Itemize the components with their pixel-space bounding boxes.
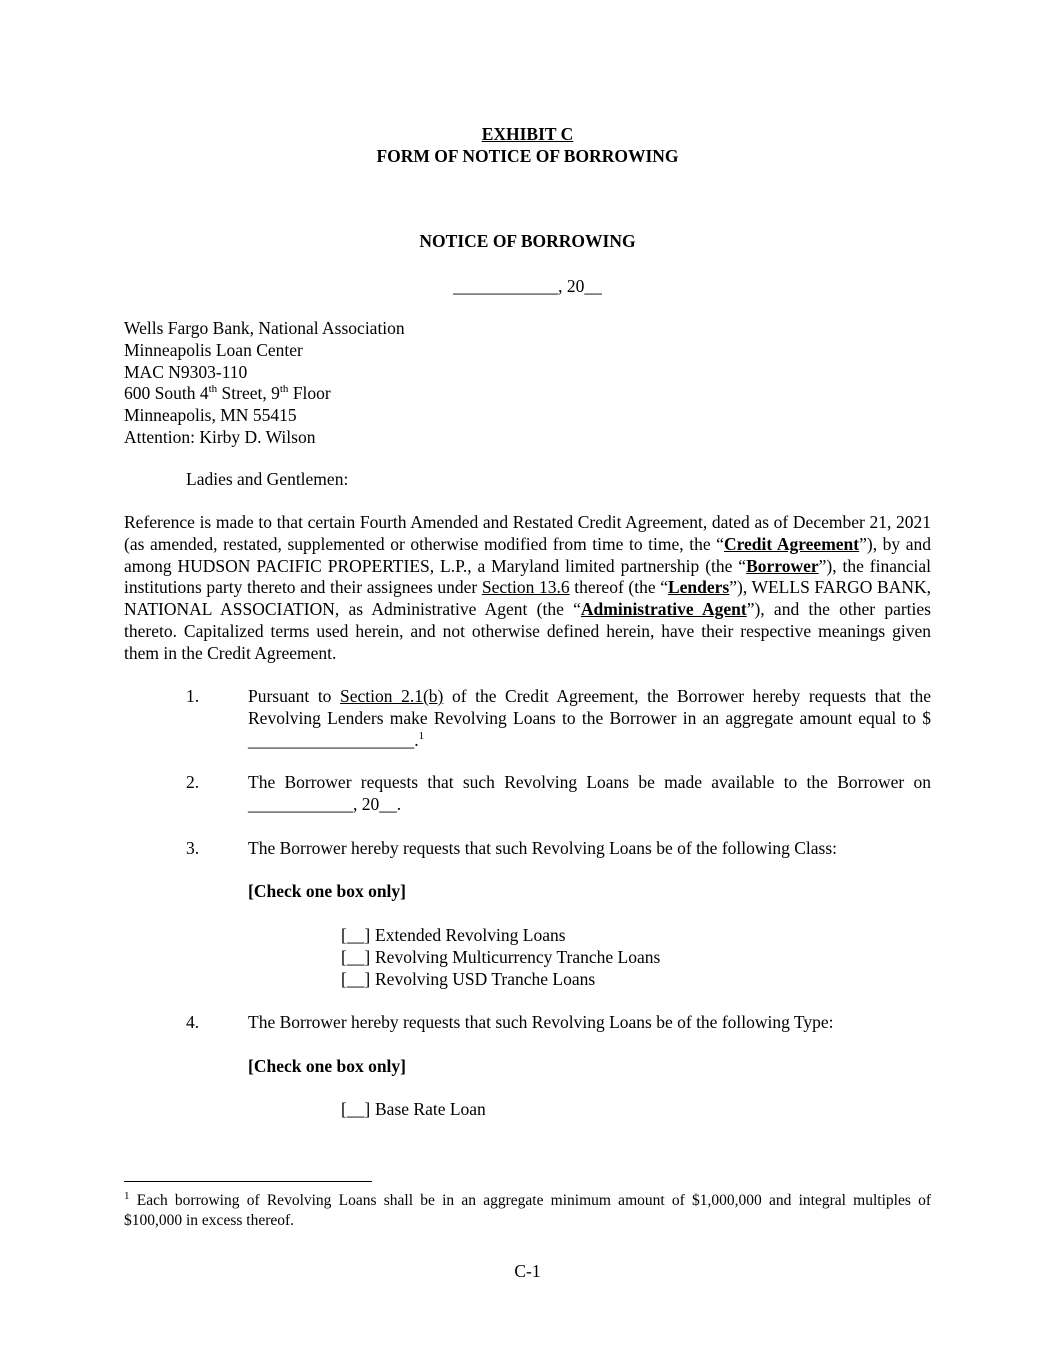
- check-instruction: [Check one box only]: [248, 1056, 406, 1076]
- date-suffix: , 20__: [558, 276, 602, 296]
- address-line: Minneapolis Loan Center: [124, 339, 303, 360]
- date-line: [0, 276, 1055, 298]
- class-options: [341, 925, 660, 990]
- defined-term-lenders: Lenders: [667, 577, 730, 598]
- checkbox-option[interactable]: [341, 1099, 486, 1121]
- notice-title: NOTICE OF BORROWING: [419, 231, 636, 251]
- checkbox-blank[interactable]: [__]: [341, 925, 371, 945]
- checkbox-blank[interactable]: [__]: [341, 946, 371, 967]
- item-number: 2.: [186, 772, 200, 792]
- item-number: 4.: [186, 1012, 200, 1032]
- item-text: The Borrower hereby requests that such Revolving Loans be of the following Class:: [248, 838, 838, 858]
- footnote-ref: 1: [418, 729, 425, 742]
- item-text: Pursuant to Section 2.1(b) of the Credit Agreement, the Borrower hereby requests that the Revolving Lenders make Revolving Loans to the Borrower in an aggregate amount equal to $ ___________________.$^1$: [248, 686, 931, 750]
- address-line-street: 600 South 4th Street, 9th Floor: [124, 383, 331, 404]
- exhibit-title: EXHIBIT C: [481, 124, 574, 144]
- item-number: 1.: [186, 686, 200, 706]
- item-text: The Borrower requests that such Revolving Loans be made available to the Borrower on ____________, 20__.: [248, 772, 931, 814]
- option-label: Extended Revolving Loans: [375, 925, 566, 945]
- section-reference: Section 13.6: [481, 577, 570, 598]
- item-text: The Borrower hereby requests that such Revolving Loans be of the following Type:: [248, 1012, 834, 1032]
- address-line: Wells Fargo Bank, National Association: [124, 318, 405, 338]
- address-block: [124, 318, 405, 449]
- list-item-2: [124, 772, 931, 816]
- address-line: MAC N9303-110: [124, 361, 248, 382]
- checkbox-option[interactable]: [341, 969, 660, 991]
- salutation: Ladies and Gentlemen:: [186, 469, 349, 489]
- option-label: Revolving USD Tranche Loans: [375, 968, 596, 989]
- check-instruction: [Check one box only]: [248, 881, 406, 901]
- option-label: Base Rate Loan: [375, 1099, 486, 1119]
- footnote-divider: [124, 1181, 372, 1182]
- checkbox-blank[interactable]: [__]: [341, 968, 371, 989]
- defined-term-administrative-agent: Administrative Agent: [580, 599, 747, 620]
- footnote: [124, 1191, 931, 1231]
- defined-term-borrower: Borrower: [746, 555, 819, 576]
- item-number: 3.: [186, 838, 200, 858]
- section-reference: Section 2.1(b): [340, 686, 444, 706]
- option-label: Revolving Multicurrency Tranche Loans: [375, 946, 661, 967]
- checkbox-blank[interactable]: [__]: [341, 1099, 371, 1119]
- address-line: Minneapolis, MN 55415: [124, 405, 297, 426]
- type-options: [341, 1099, 486, 1121]
- list-item-1: [124, 686, 931, 751]
- checkbox-option[interactable]: [341, 947, 660, 969]
- checkbox-option[interactable]: [341, 925, 660, 947]
- list-item-3: [124, 838, 931, 860]
- amount-blank: ___________________: [248, 729, 415, 750]
- date-blank: ____________: [248, 793, 353, 814]
- address-attention: Attention: Kirby D. Wilson: [124, 426, 316, 447]
- date-blank: ____________: [453, 276, 559, 296]
- defined-term-credit-agreement: Credit Agreement: [723, 533, 860, 554]
- page-number: C-1: [514, 1261, 541, 1281]
- footnote-marker: 1: [124, 1189, 130, 1202]
- list-item-4: [124, 1012, 931, 1034]
- exhibit-subtitle: FORM OF NOTICE OF BORROWING: [376, 146, 679, 166]
- intro-paragraph: Reference is made to that certain Fourth Amended and Restated Credit Agreement, dated as of December 21, 2021 (as amended, restated, supplemented or otherwise modified from time to time, the “Credit Agreement”), by and among HUDSON PACIFIC PROPERTIES, L.P., a Maryland limited partnership (the “Borrower”), the financial institutions party thereto and their assignees under Section 13.6 thereof (the “Lenders”), WELLS FARGO BANK, NATIONAL ASSOCIATION, as Administrative Agent (the “Administrative Agent”), and the other parties thereto. Capitalized terms used herein, and not otherwise defined herein, have their respective meanings given them in the Credit Agreement.: [124, 512, 931, 663]
- footnote-text: Each borrowing of Revolving Loans shall be in an aggregate minimum amount of $1,000,000 and integral multiples of $100,000 in excess thereof.: [124, 1192, 931, 1229]
